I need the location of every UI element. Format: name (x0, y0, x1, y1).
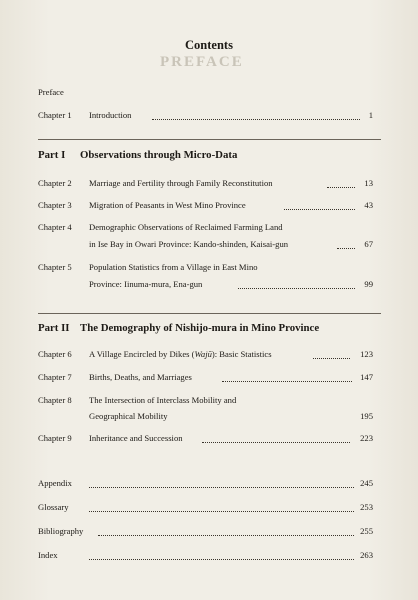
chapter-5-title-line-1: Population Statistics from a Village in East Mino (89, 262, 258, 272)
leader-dots (89, 559, 354, 560)
chapter-5-label: Chapter 5 (38, 262, 72, 272)
index-page: 263 (360, 550, 373, 560)
chapter-6-label: Chapter 6 (38, 349, 72, 359)
index-label: Index (38, 550, 58, 560)
chapter-3-title: Migration of Peasants in West Mino Province (89, 200, 246, 210)
leader-dots (337, 248, 355, 249)
bibliography-label: Bibliography (38, 526, 84, 536)
leader-dots (222, 381, 352, 382)
chapter-7-page: 147 (360, 372, 373, 382)
leader-dots (313, 358, 350, 359)
bleed-through-heading: PREFACE (160, 54, 244, 70)
chapter-1-page: 1 (368, 110, 373, 120)
chapter-9-page: 223 (360, 433, 373, 443)
part-divider (38, 139, 381, 140)
chapter-4-label: Chapter 4 (38, 222, 72, 232)
chapter-2-page: 13 (364, 178, 373, 188)
chapter-1-title: Introduction (89, 110, 132, 120)
part-2-label: Part II (38, 322, 70, 334)
leader-dots (89, 511, 354, 512)
leader-dots (152, 119, 360, 120)
glossary-label: Glossary (38, 502, 69, 512)
chapter-8-label: Chapter 8 (38, 395, 72, 405)
chapter-4-title-line-1: Demographic Observations of Reclaimed Farming Land (89, 222, 283, 232)
chapter-4-title-line-2: in Ise Bay in Owari Province: Kando-shinden, Kaisai-gun (89, 239, 289, 249)
chapter-6-page: 123 (360, 349, 373, 359)
chapter-5-title-line-2: Province: Iinuma-mura, Ena-gun (89, 279, 203, 289)
preface-label: Preface (38, 87, 64, 97)
part-2-title: The Demography of Nishijo-mura in Mino Province (80, 322, 320, 334)
chapter-3-label: Chapter 3 (38, 200, 72, 210)
chapter-8-title-line-2: Geographical Mobility (89, 411, 168, 421)
chapter-7-label: Chapter 7 (38, 372, 72, 382)
leader-dots (98, 535, 354, 536)
leader-dots (238, 288, 355, 289)
part-1-title: Observations through Micro-Data (80, 149, 238, 161)
chapter-6-title-italic: Wajū (194, 349, 212, 359)
chapter-9-label: Chapter 9 (38, 433, 72, 443)
chapter-7-title: Births, Deaths, and Marriages (89, 372, 192, 382)
leader-dots (89, 487, 354, 488)
chapter-8-page: 195 (360, 411, 373, 421)
chapter-8-title-line-1: The Intersection of Interclass Mobility and (89, 395, 237, 405)
chapter-2-label: Chapter 2 (38, 178, 72, 188)
bibliography-page: 255 (360, 526, 373, 536)
leader-dots (202, 442, 350, 443)
chapter-6-title: A Village Encircled by Dikes (Wajū): Basic Statistics (89, 349, 272, 359)
chapter-5-page: 99 (364, 279, 373, 289)
chapter-4-page: 67 (364, 239, 373, 249)
leader-dots (284, 209, 355, 210)
part-1-label: Part I (38, 149, 66, 161)
contents-title: Contents (185, 38, 233, 52)
glossary-page: 253 (360, 502, 373, 512)
leader-dots (327, 187, 355, 188)
appendix-page: 245 (360, 478, 373, 488)
chapter-9-title: Inheritance and Succession (89, 433, 183, 443)
appendix-label: Appendix (38, 478, 72, 488)
part-divider (38, 313, 381, 314)
chapter-2-title: Marriage and Fertility through Family Reconstitution (89, 178, 273, 188)
chapter-3-page: 43 (364, 200, 373, 210)
chapter-1-label: Chapter 1 (38, 110, 72, 120)
